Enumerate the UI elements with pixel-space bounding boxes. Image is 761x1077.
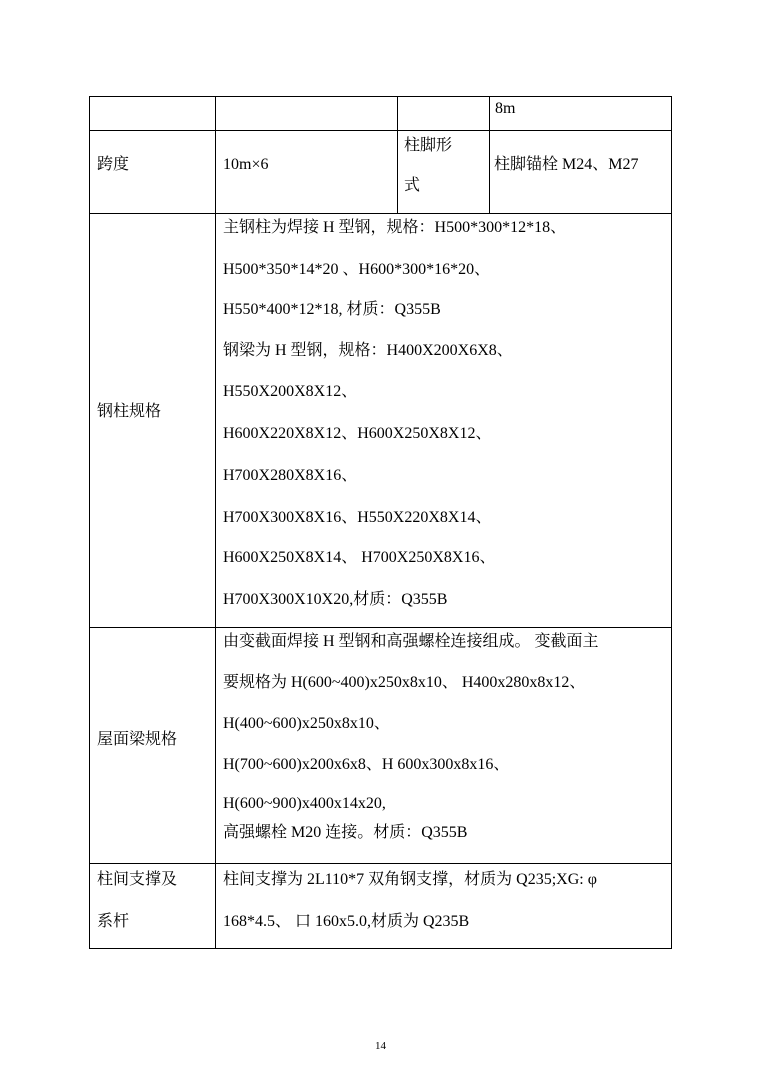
spec-line: 168*4.5、 口 160x5.0,材质为 Q235B bbox=[223, 913, 470, 930]
spec-line: 高强螺栓 M20 连接。材质：Q355B bbox=[223, 824, 468, 841]
page-number: 14 bbox=[375, 1040, 386, 1052]
table-cell bbox=[490, 97, 672, 131]
spec-line: H550X200X8X12、 bbox=[223, 383, 358, 400]
spec-line: H600X220X8X12、H600X250X8X12、 bbox=[223, 425, 492, 442]
spec-line: H600X250X8X14、 H700X250X8X16、 bbox=[223, 549, 496, 566]
row-label-roof-beam: 屋面梁规格 bbox=[97, 731, 178, 748]
table-cell bbox=[216, 628, 672, 864]
row-label-steel-column: 钢柱规格 bbox=[97, 403, 162, 420]
column-base-value: 柱脚锚栓 M24、M27 bbox=[494, 156, 639, 173]
table-cell bbox=[398, 131, 490, 214]
span-value: 10m×6 bbox=[223, 156, 269, 173]
row-label-span: 跨度 bbox=[97, 156, 130, 173]
spec-line: H500*350*14*20 、H600*300*16*20、 bbox=[223, 261, 491, 278]
spec-line: H700X300X10X20,材质：Q355B bbox=[223, 591, 448, 608]
spec-line: 要规格为 H(600~400)x250x8x10、 H400x280x8x12、 bbox=[223, 674, 586, 691]
spec-line: H700X280X8X16、 bbox=[223, 467, 358, 484]
spec-line: H700X300X8X16、H550X220X8X14、 bbox=[223, 509, 492, 526]
spec-line: 主钢柱为焊接 H 型钢，规格：H500*300*12*18、 bbox=[223, 219, 567, 236]
spec-table bbox=[89, 96, 672, 949]
table-cell bbox=[216, 214, 672, 628]
row-label-bracing-line2: 系杆 bbox=[97, 913, 130, 930]
spec-line: H(600~900)x400x14x20, bbox=[223, 795, 386, 812]
table-cell bbox=[90, 214, 216, 628]
column-base-label-line2: 式 bbox=[404, 177, 421, 194]
spec-line: 钢梁为 H 型钢，规格：H400X200X6X8、 bbox=[223, 342, 513, 359]
table-cell bbox=[90, 864, 216, 949]
column-base-label-line1: 柱脚形 bbox=[404, 137, 453, 154]
table-cell bbox=[216, 97, 398, 131]
spec-line: 由变截面焊接 H 型钢和高强螺栓连接组成。 变截面主 bbox=[223, 633, 599, 650]
spec-line: H(400~600)x250x8x10、 bbox=[223, 715, 390, 732]
table-cell bbox=[90, 628, 216, 864]
table-cell bbox=[90, 97, 216, 131]
spec-line: H550*400*12*18, 材质：Q355B bbox=[223, 301, 441, 318]
table-cell bbox=[216, 131, 398, 214]
spec-line: H(700~600)x200x6x8、H 600x300x8x16、 bbox=[223, 756, 510, 773]
table-cell bbox=[490, 131, 672, 214]
spec-line: 柱间支撑为 2L110*7 双角钢支撑，材质为 Q235;XG: φ bbox=[223, 871, 597, 888]
table-cell bbox=[216, 864, 672, 949]
table-cell bbox=[90, 131, 216, 214]
cell-text: 8m bbox=[495, 100, 516, 117]
row-label-bracing-line1: 柱间支撑及 bbox=[97, 871, 178, 888]
table-cell bbox=[398, 97, 490, 131]
